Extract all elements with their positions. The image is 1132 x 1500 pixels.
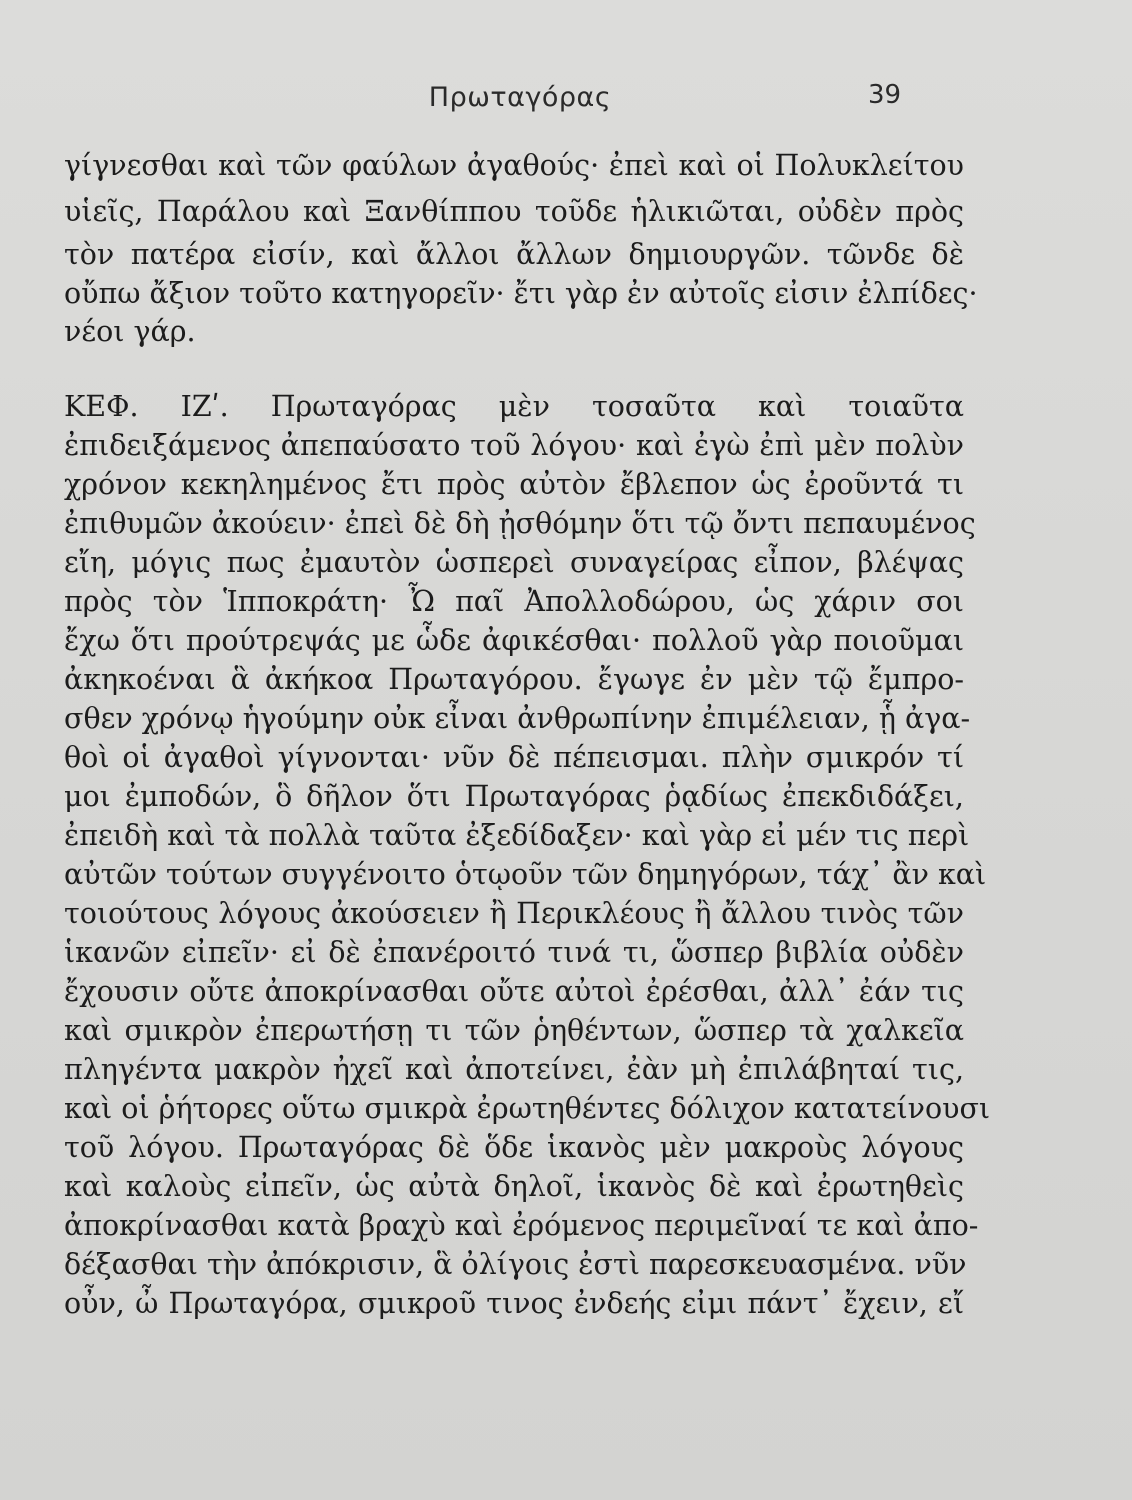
text-line: ἀκηκοέναι ἃ ἀκήκοα Πρωταγόρου. ἔγωγε ἐν μὲν τῷ ἔμπρο- <box>64 663 964 696</box>
text-line: χρόνον κεκηλημένος ἔτι πρὸς αὐτὸν ἔβλεπον ὡς ἐροῦντά τι <box>64 468 964 501</box>
text-line: αὐτῶν τούτων συγγένοιτο ὁτῳοῦν τῶν δημηγόρων, τάχ᾽ ἂν καὶ <box>64 858 987 891</box>
text-line: υἱεῖς, Παράλου καὶ Ξανθίππου τοῦδε ἡλικιῶται, οὐδὲν πρὸς <box>64 195 964 228</box>
text-line: νέοι γάρ. <box>64 315 196 348</box>
text-line: τὸν πατέρα εἰσίν, καὶ ἄλλοι ἄλλων δημιουργῶν. τῶνδε δὲ <box>64 238 964 271</box>
text-line: ἱκανῶν εἰπεῖν· εἰ δὲ ἐπανέροιτό τινά τι, ὥσπερ βιβλία οὐδὲν <box>64 936 964 969</box>
text-line: καὶ καλοὺς εἰπεῖν, ὡς αὐτὰ δηλοῖ, ἱκανὸς δὲ καὶ ἐρωτηθεὶς <box>64 1170 964 1203</box>
text-line: οὔπω ἄξιον τοῦτο κατηγορεῖν· ἔτι γὰρ ἐν αὐτοῖς εἰσιν ἐλπίδες· <box>64 277 978 310</box>
page-number: 39 <box>868 80 902 110</box>
text-line: θοὶ οἱ ἀγαθοὶ γίγνονται· νῦν δὲ πέπεισμαι. πλὴν σμικρόν τί <box>64 741 964 774</box>
running-title: Πρωταγόρας <box>428 82 612 113</box>
text-line: τοιούτους λόγους ἀκούσειεν ἢ Περικλέους ἢ ἄλλου τινὸς τῶν <box>64 897 964 930</box>
text-line: πληγέντα μακρὸν ἠχεῖ καὶ ἀποτείνει, ἐὰν μὴ ἐπιλάβηταί τις, <box>64 1053 964 1086</box>
text-line: καὶ οἱ ῥήτορες οὕτω σμικρὰ ἐρωτηθέντες δόλιχον κατατείνουσι <box>64 1092 991 1125</box>
text-line: ἐπιθυμῶν ἀκούειν· ἐπεὶ δὲ δὴ ᾐσθόμην ὅτι τῷ ὄντι πεπαυμένος <box>64 507 976 540</box>
text-line: καὶ σμικρὸν ἐπερωτήσῃ τι τῶν ῥηθέντων, ὥσπερ τὰ χαλκεῖα <box>64 1014 964 1047</box>
chapter-heading-line: ΚΕΦ. ΙΖʹ. Πρωταγόρας μὲν τοσαῦτα καὶ τοιαῦτα <box>64 390 964 423</box>
text-line: γίγνεσθαι καὶ τῶν φαύλων ἀγαθούς· ἐπεὶ καὶ οἱ Πολυκλείτου <box>64 149 964 182</box>
text-line: ἐπιδειξάμενος ἀπεπαύσατο τοῦ λόγου· καὶ ἐγὼ ἐπὶ μὲν πολὺν <box>64 429 964 462</box>
text-line: εἴη, μόγις πως ἐμαυτὸν ὡσπερεὶ συναγείρας εἶπον, βλέψας <box>64 546 964 579</box>
text-line: ἔχουσιν οὔτε ἀποκρίνασθαι οὔτε αὐτοὶ ἐρέσθαι, ἀλλ᾽ ἐάν τις <box>64 975 964 1008</box>
text-line: ἀποκρίνασθαι κατὰ βραχὺ καὶ ἐρόμενος περιμεῖναί τε καὶ ἀπο- <box>64 1209 979 1242</box>
text-line: μοι ἐμποδών, ὃ δῆλον ὅτι Πρωταγόρας ῥᾳδίως ἐπεκδιδάξει, <box>64 780 964 813</box>
text-line: οὖν, ὦ Πρωταγόρα, σμικροῦ τινος ἐνδεής εἰμι πάντ᾽ ἔχειν, εἴ <box>64 1287 964 1320</box>
text-line: ἔχω ὅτι προύτρεψάς με ὧδε ἀφικέσθαι· πολλοῦ γὰρ ποιοῦμαι <box>64 624 964 657</box>
text-line: πρὸς τὸν Ἱπποκράτη· Ὦ παῖ Ἀπολλοδώρου, ὡς χάριν σοι <box>64 585 964 618</box>
text-line: σθεν χρόνῳ ἡγούμην οὐκ εἶναι ἀνθρωπίνην ἐπιμέλειαν, ᾗ ἀγα- <box>64 702 971 735</box>
text-line: τοῦ λόγου. Πρωταγόρας δὲ ὅδε ἱκανὸς μὲν μακροὺς λόγους <box>64 1131 964 1164</box>
text-line: ἐπειδὴ καὶ τὰ πολλὰ ταῦτα ἐξεδίδαξεν· καὶ γὰρ εἰ μέν τις περὶ <box>64 819 970 852</box>
text-line: δέξασθαι τὴν ἀπόκρισιν, ἃ ὀλίγοις ἐστὶ παρεσκευασμένα. νῦν <box>64 1248 967 1281</box>
